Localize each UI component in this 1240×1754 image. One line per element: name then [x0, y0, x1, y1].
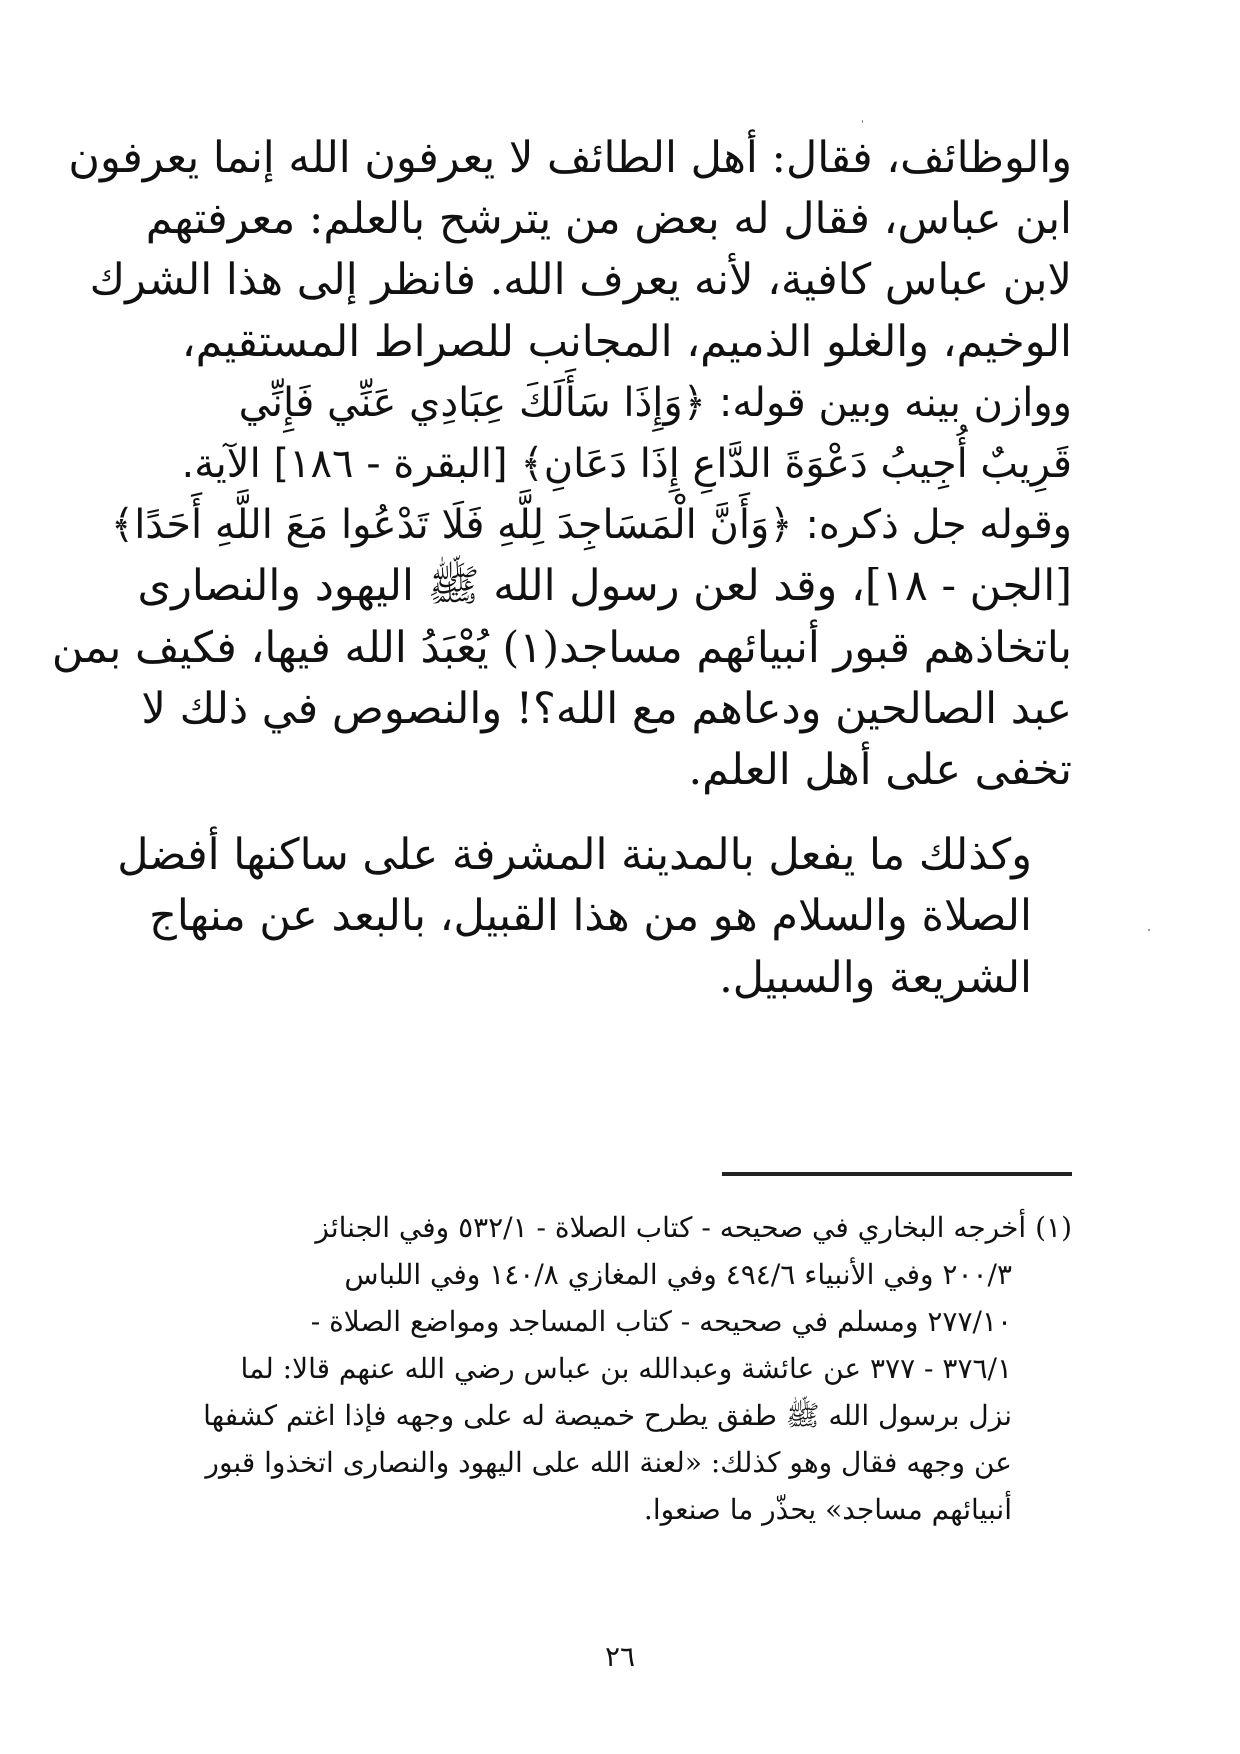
footnote-line: ٢٠٠/٣ وفي الأنبياء ٤٩٤/٦ وفي المغازي ١٤٠/٨ وفي اللباس — [344, 1258, 1012, 1291]
text-line-quran-verse: وقوله جل ذكره: ﴿وَأَنَّ الْمَسَاجِدَ لِلَّهِ فَلَا تَدْعُوا مَعَ اللَّهِ أَحَدًا﴾ — [110, 502, 1072, 549]
text-line-quran-verse: ووازن بينه وبين قوله: ﴿وَإِذَا سَأَلَكَ عِبَادِي عَنِّي فَإِنِّي — [238, 379, 1072, 426]
main-text — [51, 128, 1072, 1009]
text-line: الوخيم، والغلو الذميم، المجانب للصراط المستقيم، — [181, 316, 1072, 367]
footnote-line: عن وجهه فقال وهو كذلك: «لعنة الله على اليهود والنصارى اتخذوا قبور — [205, 1446, 1012, 1479]
footnote-separator — [722, 1172, 1072, 1176]
scan-speck — [862, 120, 863, 123]
scan-speck — [1148, 929, 1150, 931]
footnote-line: نزل برسول الله ﷺ طفق يطرح خميصة له على وجهه فإذا اغتم كشفها — [203, 1399, 1012, 1432]
page-number: ٢٦ — [604, 1640, 636, 1673]
footnotes — [150, 1204, 1072, 1533]
text-line-quran-verse: قَرِيبٌ أُجِيبُ دَعْوَةَ الدَّاعِ إِذَا دَعَانِ﴾ [البقرة - ١٨٦] الآية. — [181, 441, 1072, 488]
text-line: ابن عباس، فقال له بعض من يترشح بالعلم: معرفتهم — [145, 194, 1072, 245]
text-line: وكذلك ما يفعل بالمدينة المشرفة على ساكنها أفضل — [117, 830, 1032, 881]
footnote-line: (١) أخرجه البخاري في صحيحه - كتاب الصلاة - ٥٣٢/١ وفي الجنائز — [315, 1211, 1072, 1244]
text-line: باتخاذهم قبور أنبيائهم مساجد(١) يُعْبَدُ الله فيها، فكيف بمن — [51, 622, 1072, 673]
paragraph-1 — [51, 128, 1072, 801]
text-line: [الجن - ١٨]، وقد لعن رسول الله ﷺ اليهود والنصارى — [137, 561, 1072, 612]
paragraph-2 — [117, 825, 1072, 1009]
footnote-line: ٢٧٧/١٠ ومسلم في صحيحه - كتاب المساجد ومواضع الصلاة - — [310, 1305, 1012, 1338]
footnote-line: أنبيائهم مساجد» يحذّر ما صنعوا. — [643, 1493, 1012, 1526]
text-line: والوظائف، فقال: أهل الطائف لا يعرفون الله إنما يعرفون — [68, 133, 1072, 183]
text-line: تخفى على أهل العلم. — [688, 745, 1072, 796]
footnote-line: ٣٧٦/١ - ٣٧٧ عن عائشة وعبدالله بن عباس رضي الله عنهم قالا: لما — [240, 1352, 1012, 1385]
text-line: عبد الصالحين ودعاهم مع الله؟! والنصوص في ذلك لا — [141, 683, 1072, 734]
text-line: الصلاة والسلام هو من هذا القبيل، بالبعد عن منهاج — [149, 891, 1032, 942]
text-line: لابن عباس كافية، لأنه يعرف الله. فانظر إلى هذا الشرك — [89, 255, 1072, 306]
text-line: الشريعة والسبيل. — [719, 952, 1032, 1003]
